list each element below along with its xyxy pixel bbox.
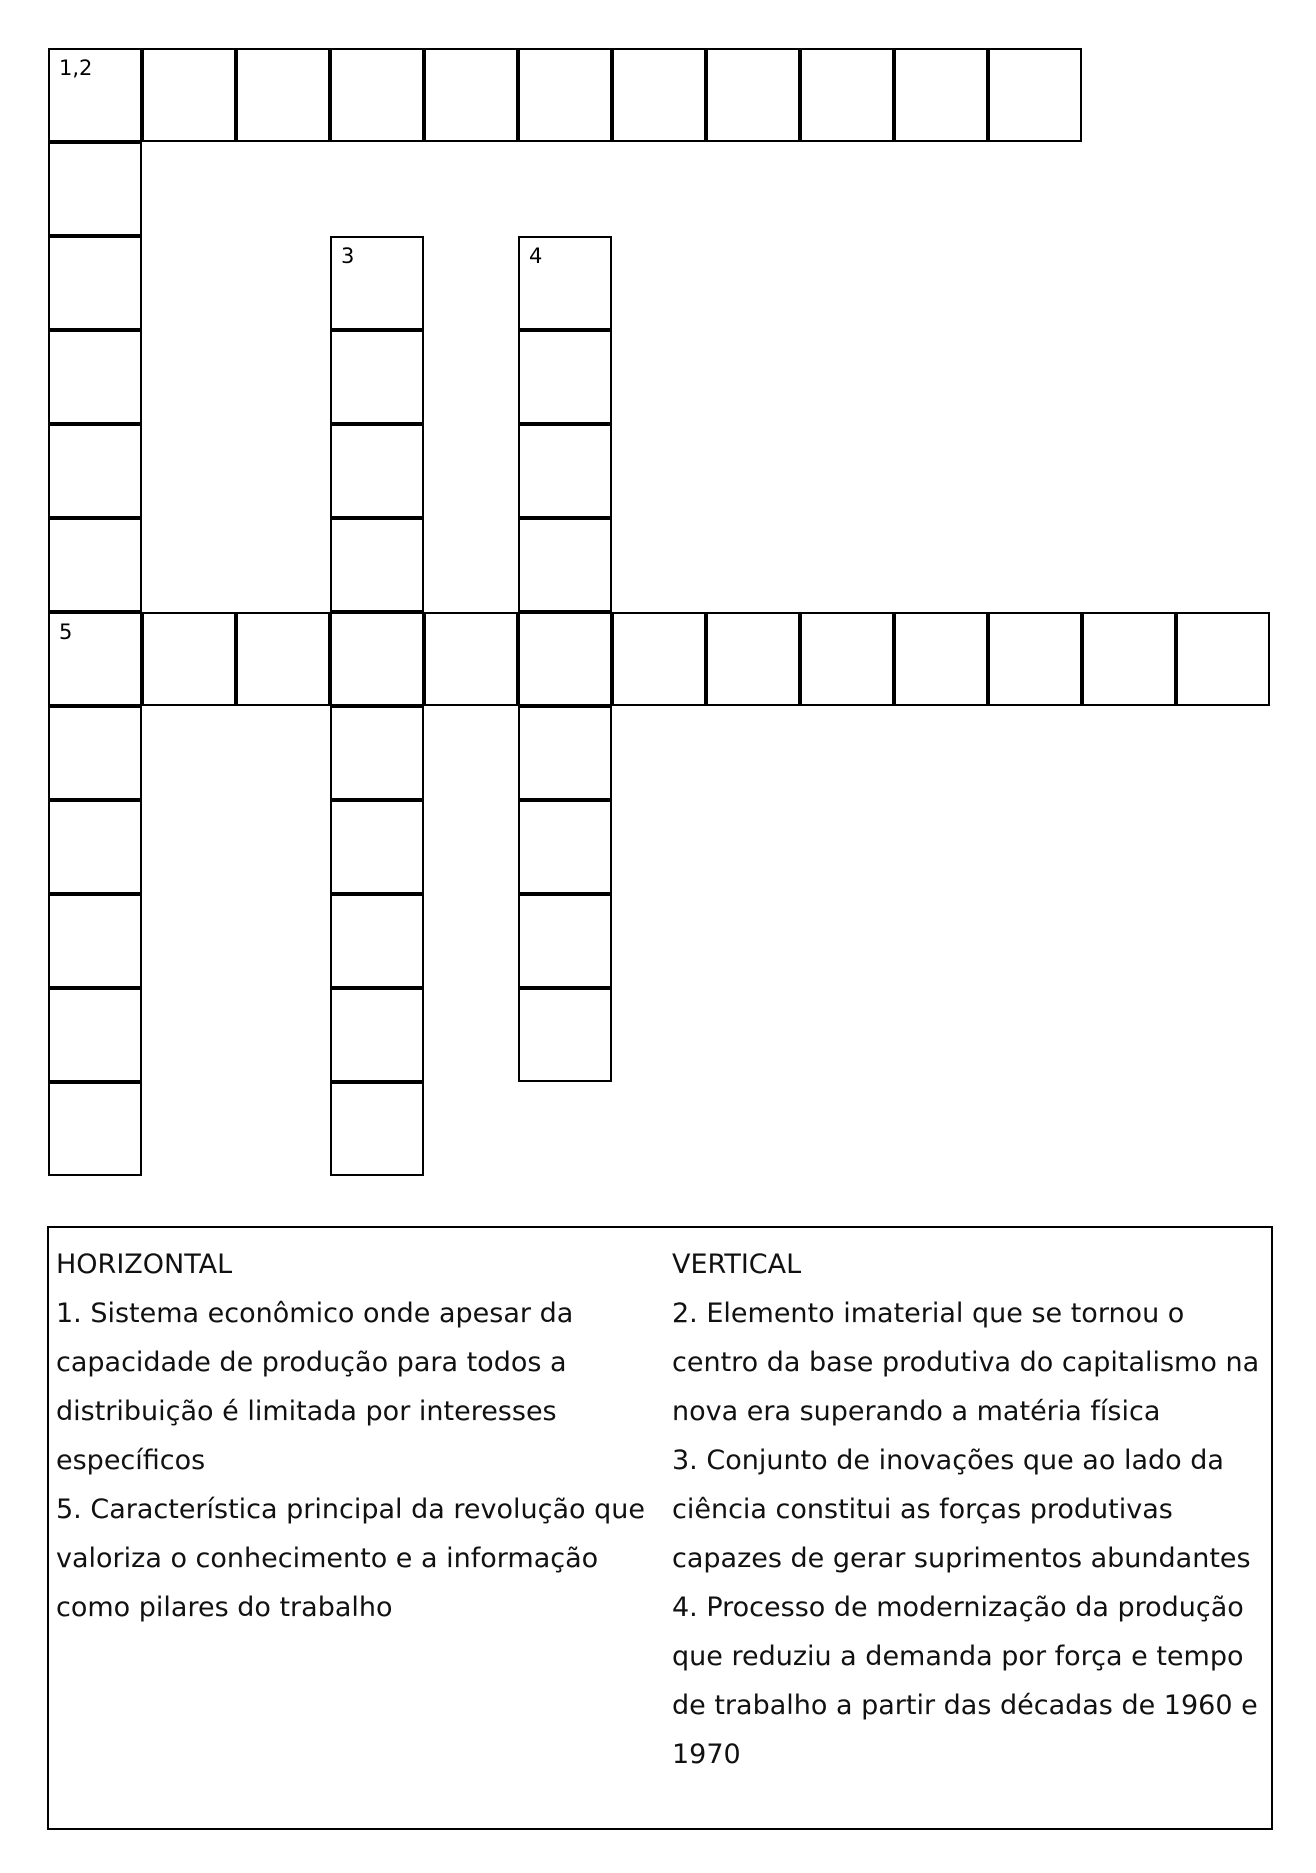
grid-cell[interactable] bbox=[894, 612, 988, 706]
grid-cell[interactable] bbox=[424, 612, 518, 706]
grid-cell[interactable] bbox=[1176, 612, 1270, 706]
grid-cell[interactable] bbox=[142, 612, 236, 706]
grid-cell[interactable] bbox=[330, 800, 424, 894]
clue-3: 3. Conjunto de inovações que ao lado da ciência constitui as forças produtivas capazes de gerar suprimentos abundantes bbox=[672, 1445, 1251, 1574]
grid-cell[interactable] bbox=[988, 48, 1082, 142]
grid-cell[interactable] bbox=[612, 48, 706, 142]
grid-cell[interactable] bbox=[48, 424, 142, 518]
grid-cell[interactable] bbox=[48, 330, 142, 424]
grid-cell[interactable] bbox=[518, 612, 612, 706]
grid-cell[interactable] bbox=[330, 988, 424, 1082]
clue-number: 3 bbox=[341, 244, 355, 268]
clue-2: 2. Elemento imaterial que se tornou o centro da base produtiva do capitalismo na nova era superando a matéria física bbox=[672, 1298, 1260, 1427]
grid-cell[interactable] bbox=[330, 48, 424, 142]
clue-number: 4 bbox=[529, 244, 543, 268]
grid-cell[interactable] bbox=[48, 1082, 142, 1176]
grid-cell[interactable] bbox=[48, 142, 142, 236]
grid-cell[interactable] bbox=[48, 706, 142, 800]
horizontal-clues bbox=[56, 1240, 662, 1632]
horizontal-heading: HORIZONTAL bbox=[56, 1249, 233, 1280]
grid-cell[interactable] bbox=[48, 612, 142, 706]
grid-cell[interactable] bbox=[518, 894, 612, 988]
clue-5: 5. Característica principal da revolução que valoriza o conhecimento e a informação como pilares do trabalho bbox=[56, 1494, 645, 1623]
grid-cell[interactable] bbox=[330, 706, 424, 800]
grid-cell[interactable] bbox=[518, 236, 612, 330]
grid-cell[interactable] bbox=[424, 48, 518, 142]
grid-cell[interactable] bbox=[330, 894, 424, 988]
grid-cell[interactable] bbox=[518, 988, 612, 1082]
grid-cell[interactable] bbox=[142, 48, 236, 142]
grid-cell[interactable] bbox=[330, 330, 424, 424]
grid-cell[interactable] bbox=[48, 800, 142, 894]
grid-cell[interactable] bbox=[706, 612, 800, 706]
grid-cell[interactable] bbox=[48, 518, 142, 612]
grid-cell[interactable] bbox=[612, 612, 706, 706]
grid-cell[interactable] bbox=[330, 236, 424, 330]
grid-cell[interactable] bbox=[518, 330, 612, 424]
grid-cell[interactable] bbox=[706, 48, 800, 142]
grid-cell[interactable] bbox=[236, 612, 330, 706]
grid-cell[interactable] bbox=[48, 988, 142, 1082]
grid-cell[interactable] bbox=[988, 612, 1082, 706]
grid-cell[interactable] bbox=[330, 518, 424, 612]
grid-cell[interactable] bbox=[518, 48, 612, 142]
vertical-heading: VERTICAL bbox=[672, 1249, 802, 1280]
grid-cell[interactable] bbox=[236, 48, 330, 142]
grid-cell[interactable] bbox=[48, 894, 142, 988]
clue-4: 4. Processo de modernização da produção que reduziu a demanda por força e tempo de trabalho a partir das décadas de 1960 e 1970 bbox=[672, 1592, 1258, 1770]
grid-cell[interactable] bbox=[330, 1082, 424, 1176]
grid-cell[interactable] bbox=[48, 236, 142, 330]
clue-box bbox=[47, 1226, 1273, 1830]
vertical-clues bbox=[672, 1240, 1268, 1779]
grid-cell[interactable] bbox=[1082, 612, 1176, 706]
grid-cell[interactable] bbox=[48, 48, 142, 142]
grid-cell[interactable] bbox=[518, 518, 612, 612]
grid-cell[interactable] bbox=[518, 800, 612, 894]
grid-cell[interactable] bbox=[330, 424, 424, 518]
grid-cell[interactable] bbox=[800, 48, 894, 142]
grid-cell[interactable] bbox=[518, 706, 612, 800]
clue-number: 5 bbox=[59, 620, 73, 644]
grid-cell[interactable] bbox=[330, 612, 424, 706]
clue-1: 1. Sistema econômico onde apesar da capacidade de produção para todos a distribuição é limitada por interesses específicos bbox=[56, 1298, 574, 1476]
grid-cell[interactable] bbox=[518, 424, 612, 518]
clue-number: 1,2 bbox=[59, 56, 93, 80]
grid-cell[interactable] bbox=[800, 612, 894, 706]
grid-cell[interactable] bbox=[894, 48, 988, 142]
